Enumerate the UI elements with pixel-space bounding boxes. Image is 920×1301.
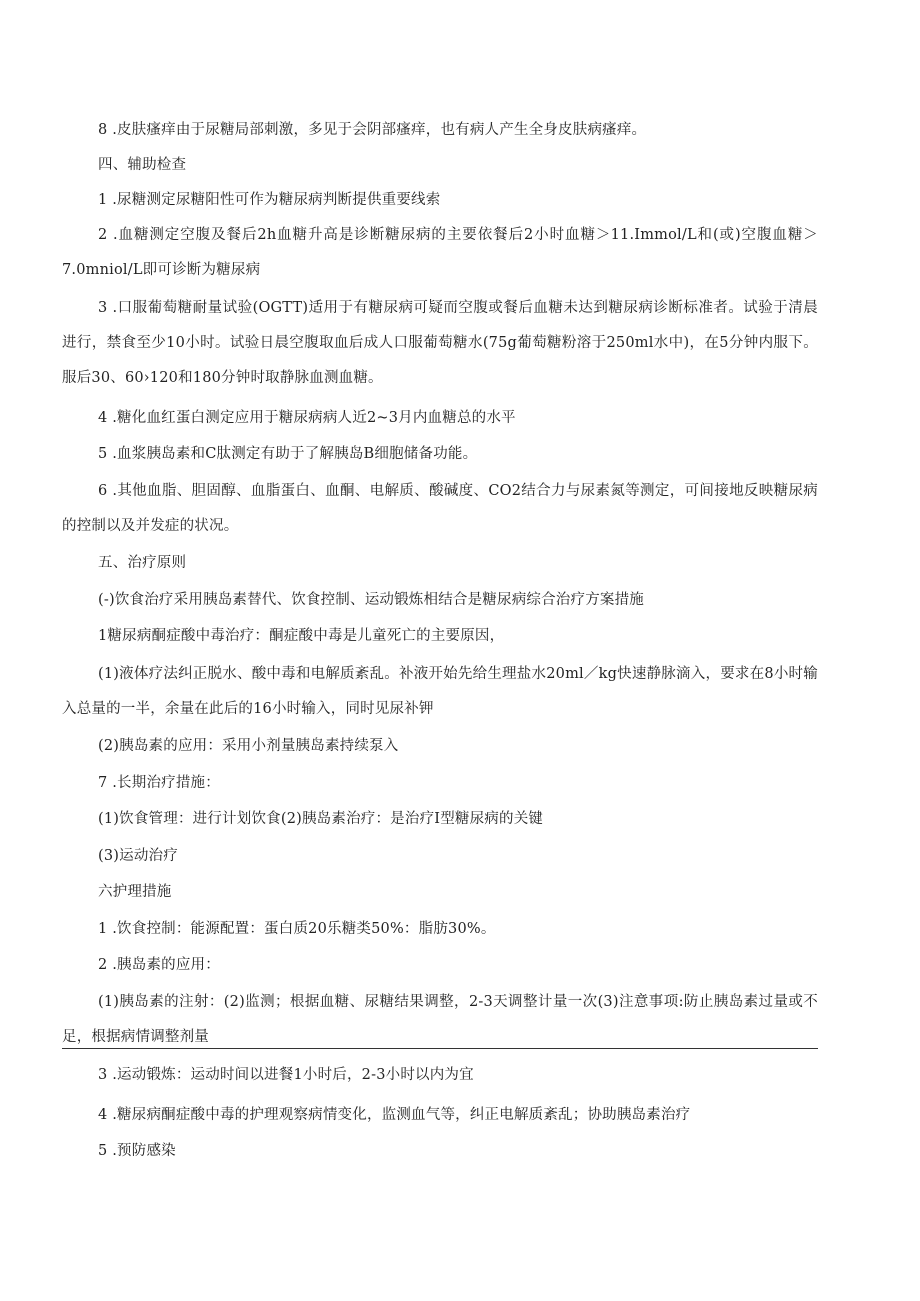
paragraph-symptom-8: 8 .皮肤瘙痒由于尿糖局部刺激，多见于会阴部瘙痒，也有病人产生全身皮肤病瘙痒。 [98, 122, 647, 138]
paragraph-nursing-5: 5 .预防感染 [98, 1143, 176, 1159]
paragraph-exam-6: 6 .其他血脂、胆固醇、血脂蛋白、血酮、电解质、酸碱度、CO2结合力与尿素氮等测定，可间接地反映糖尿病的控制以及并发症的状况。 [62, 483, 818, 534]
paragraph-ketoacidosis: 1糖尿病酮症酸中毒治疗：酮症酸中毒是儿童死亡的主要原因， [98, 628, 505, 644]
paragraph-exam-4: 4 .糖化血红蛋白测定应用于糖尿病病人近2~3月内血糖总的水平 [98, 410, 516, 426]
paragraph-insulin-use: (2)胰岛素的应用：采用小剂量胰岛素持续泵入 [98, 738, 399, 754]
divider-line [62, 1048, 818, 1049]
paragraph-diet-management: (1)饮食管理：进行计划饮食(2)胰岛素治疗：是治疗I型糖尿病的关键 [98, 811, 544, 827]
paragraph-exam-2: 2 .血糖测定空腹及餐后2h血糖升高是诊断糖尿病的主要依餐后2小时血糖＞11.Immol/L和(或)空腹血糖＞7.0mniol/L即可诊断为糖尿病 [62, 227, 818, 278]
paragraph-fluid-therapy: (1)液体疗法纠正脱水、酸中毒和电解质紊乱。补液开始先给生理盐水20ml／kg快速静脉滴入，要求在8小时输入总量的一半，余量在此后的16小时输入，同时见尿补钾 [62, 666, 818, 717]
paragraph-long-term: 7 .长期治疗措施： [98, 775, 220, 791]
section-heading-auxiliary-exam: 四、辅助检查 [98, 157, 187, 173]
paragraph-exercise-therapy: (3)运动治疗 [98, 848, 178, 864]
paragraph-nursing-4: 4 .糖尿病酮症酸中毒的护理观察病情变化，监测血气等，纠正电解质紊乱；协助胰岛素治疗 [98, 1107, 691, 1123]
paragraph-treatment-diet: (-)饮食治疗采用胰岛素替代、饮食控制、运动锻炼相结合是糖尿病综合治疗方案措施 [98, 592, 645, 608]
paragraph-nursing-2: 2 .胰岛素的应用： [98, 957, 220, 973]
section-heading-treatment: 五、治疗原则 [98, 555, 187, 571]
paragraph-exam-5: 5 .血浆胰岛素和C肽测定有助于了解胰岛B细胞储备功能。 [98, 446, 478, 462]
paragraph-nursing-3: 3 .运动锻炼：运动时间以进餐1小时后，2-3小时以内为宜 [98, 1067, 474, 1083]
paragraph-exam-3: 3 .口服葡萄糖耐量试验(OGTT)适用于有糖尿病可疑而空腹或餐后血糖未达到糖尿病诊断标准者。试验于清晨进行，禁食至少10小时。试验日晨空腹取血后成人口服葡萄糖水(75g葡萄糖粉溶于250ml水中)，在5分钟内服下。服后30、60›120和180分钟时取静脉血测血糖。 [62, 300, 818, 386]
paragraph-insulin-injection: (1)胰岛素的注射：(2)监测；根据血糖、尿糖结果调整，2-3天调整计量一次(3)注意事项:防止胰岛素过量或不足，根据病情调整剂量 [62, 994, 818, 1045]
section-heading-nursing: 六护理措施 [98, 884, 172, 900]
paragraph-nursing-1: 1 .饮食控制：能源配置：蛋白质20乐糖类50%：脂肪30%。 [98, 921, 496, 937]
paragraph-exam-1: 1 .尿糖测定尿糖阳性可作为糖尿病判断提供重要线索 [98, 192, 441, 208]
